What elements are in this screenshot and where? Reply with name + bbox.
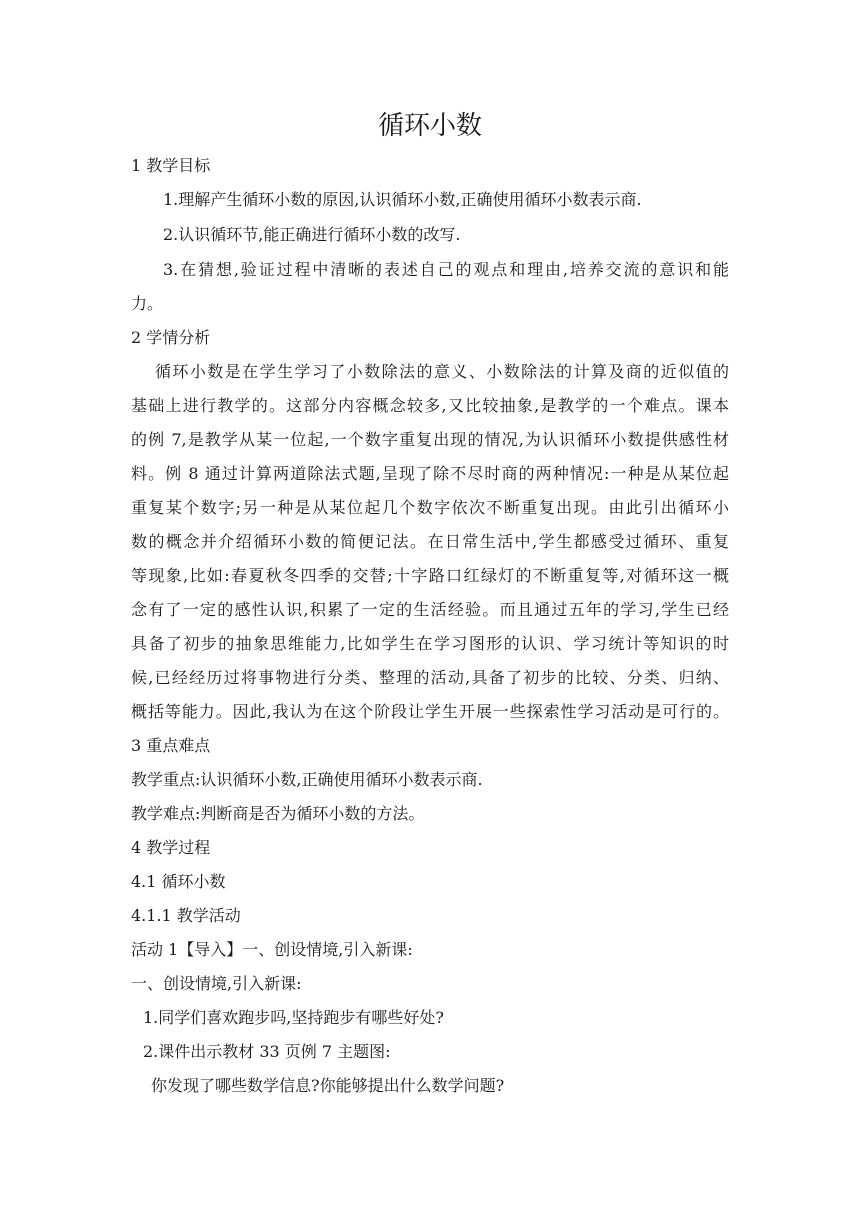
paragraph-line: 循环小数是在学生学习了小数除法的意义、小数除法的计算及商的近似值的 xyxy=(155,362,729,381)
goal-item-2: 2.认识循环节,能正确进行循环小数的改写. xyxy=(163,225,461,244)
paragraph-line: 基础上进行教学的。这部分内容概念较多,又比较抽象,是教学的一个难点。课本 xyxy=(131,396,729,415)
subsection-heading: 4.1 循环小数 xyxy=(131,872,226,891)
paragraph-line: 料。例 8 通过计算两道除法式题,呈现了除不尽时商的两种情况:一种是从某位起 xyxy=(131,464,729,483)
paragraph-line: 的例 7,是教学从某一位起,一个数字重复出现的情况,为认识循环小数提供感性材 xyxy=(131,430,729,449)
goal-item-3-cont: 力。 xyxy=(131,294,164,313)
section-heading-2: 2 学情分析 xyxy=(131,328,211,347)
paragraph-line: 念有了一定的感性认识,积累了一定的生活经验。而且通过五年的学习,学生已经 xyxy=(131,600,729,619)
activity-title: 活动 1【导入】一、创设情境,引入新课: xyxy=(131,940,413,959)
paragraph-line: 等现象,比如:春夏秋冬四季的交替;十字路口红绿灯的不断重复等,对循环这一概 xyxy=(131,566,729,585)
section-heading-1: 1 教学目标 xyxy=(131,156,211,175)
key-point-text: 教学重点:认识循环小数,正确使用循环小数表示商. xyxy=(131,770,483,789)
difficulty-text: 教学难点:判断商是否为循环小数的方法。 xyxy=(131,804,425,823)
paragraph-line: 候,已经经历过将事物进行分类、整理的活动,具备了初步的比较、分类、归纳、 xyxy=(131,668,729,687)
process-line: 2.课件出示教材 33 页例 7 主题图: xyxy=(143,1042,391,1061)
paragraph-line: 概括等能力。因此,我认为在这个阶段让学生开展一些探索性学习活动是可行的。 xyxy=(131,702,729,721)
goal-item-3: 3.在猜想,验证过程中清晰的表述自己的观点和理由,培养交流的意识和能 xyxy=(163,260,729,279)
process-line: 一、创设情境,引入新课: xyxy=(131,974,302,993)
paragraph-line: 具备了初步的抽象思维能力,比如学生在学习图形的认识、学习统计等知识的时 xyxy=(131,634,729,653)
process-line: 1.同学们喜欢跑步吗,坚持跑步有哪些好处? xyxy=(143,1008,444,1027)
goal-item-1: 1.理解产生循环小数的原因,认识循环小数,正确使用循环小数表示商. xyxy=(163,190,642,209)
subsubsection-heading: 4.1.1 教学活动 xyxy=(131,906,241,925)
section-heading-3: 3 重点难点 xyxy=(131,736,211,755)
paragraph-line: 数的概念并介绍循环小数的简便记法。在日常生活中,学生都感受过循环、重复 xyxy=(131,532,729,551)
paragraph-line: 重复某个数字;另一种是从某位起几个数字依次不断重复出现。由此引出循环小 xyxy=(131,498,729,517)
process-line: 你发现了哪些数学信息?你能够提出什么数学问题? xyxy=(151,1076,505,1095)
document-title: 循环小数 xyxy=(377,111,482,141)
section-heading-4: 4 教学过程 xyxy=(131,838,211,857)
